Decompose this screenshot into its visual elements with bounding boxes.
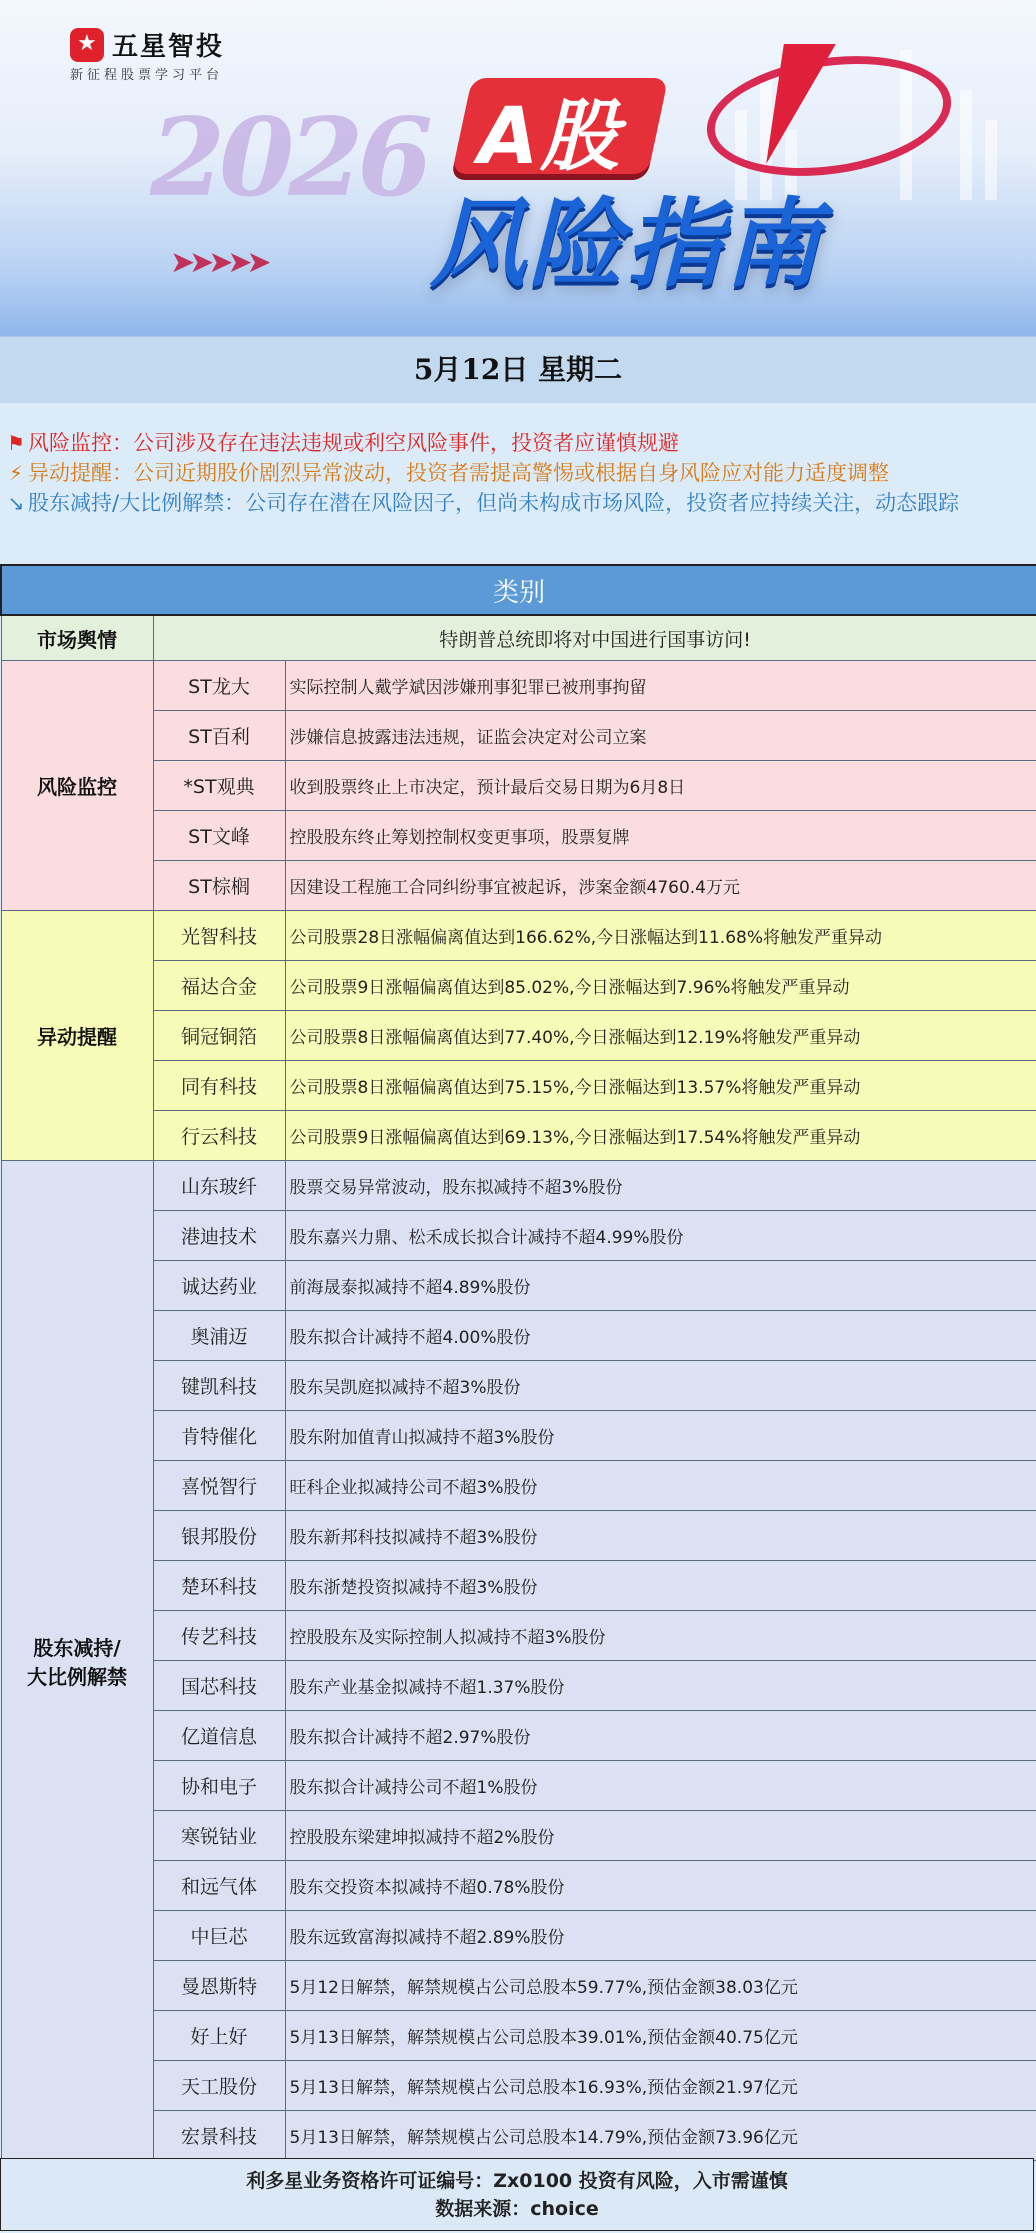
stock-name: 奥浦迈 [153, 1311, 285, 1361]
banner-title: 风险指南 [430, 188, 822, 300]
table-row [1, 1611, 1036, 1661]
hold-category-label: 股东减持/ 大比例解禁 [1, 1161, 153, 2161]
stock-name: 山东玻纤 [153, 1161, 285, 1211]
stock-description: 因建设工程施工合同纠纷事宜被起诉，涉案金额4760.4万元 [285, 861, 1036, 911]
header-banner [0, 0, 1036, 336]
market-sentiment-label: 市场舆情 [1, 615, 153, 661]
table-row [1, 1561, 1036, 1611]
stock-description: 前海晟泰拟减持不超4.89%股份 [285, 1261, 1036, 1311]
stock-description: 公司股票8日涨幅偏离值达到77.40%,今日涨幅达到12.19%将触发严重异动 [285, 1011, 1036, 1061]
table-header: 类别 [1, 565, 1036, 615]
data-source: 数据来源：choice [435, 2198, 599, 2220]
stock-name: 天工股份 [153, 2061, 285, 2111]
stock-description: 股票交易异常波动，股东拟减持不超3%股份 [285, 1161, 1036, 1211]
table-row [1, 2061, 1036, 2111]
legend-item [4, 488, 1032, 518]
stock-name: 光智科技 [153, 911, 285, 961]
stock-description: 公司股票9日涨幅偏离值达到85.02%,今日涨幅达到7.96%将触发严重异动 [285, 961, 1036, 1011]
stock-name: 喜悦智行 [153, 1461, 285, 1511]
table-row [1, 1061, 1036, 1111]
stock-description: 控股股东及实际控制人拟减持不超3%股份 [285, 1611, 1036, 1661]
table-row [1, 1161, 1036, 1211]
table-row [1, 1861, 1036, 1911]
table-row [1, 1511, 1036, 1561]
stock-name: 楚环科技 [153, 1561, 285, 1611]
table-row [1, 1811, 1036, 1861]
stock-description: 5月13日解禁，解禁规模占公司总股本16.93%,预估金额21.97亿元 [285, 2061, 1036, 2111]
stock-name: 键凯科技 [153, 1361, 285, 1411]
stock-name: ST文峰 [153, 811, 285, 861]
stock-description: 股东拟合计减持不超2.97%股份 [285, 1711, 1036, 1761]
table-row [1, 1261, 1036, 1311]
legend-text: 股东减持/大比例解禁：公司存在潜在风险因子，但尚未构成市场风险，投资者应持续关注，动态跟踪 [28, 491, 960, 515]
table-row [1, 761, 1036, 811]
stock-name: 同有科技 [153, 1061, 285, 1111]
stock-name: 好上好 [153, 2011, 285, 2061]
stock-name: 诚达药业 [153, 1261, 285, 1311]
arrows-decoration: ➤➤➤➤➤ [170, 245, 266, 280]
stock-name: 宏景科技 [153, 2111, 285, 2161]
legend-item [4, 428, 1032, 458]
table-row [1, 1461, 1036, 1511]
stock-name: 港迪技术 [153, 1211, 285, 1261]
year-lettering: 2026 [150, 95, 427, 221]
risk-category-label: 风险监控 [1, 661, 153, 911]
stock-description: 控股股东终止筹划控制权变更事项，股票复牌 [285, 811, 1036, 861]
brand-logo [70, 26, 224, 63]
legend-item [4, 458, 1032, 488]
stock-description: 5月13日解禁，解禁规模占公司总股本39.01%,预估金额40.75亿元 [285, 2011, 1036, 2061]
stock-name: 行云科技 [153, 1111, 285, 1161]
table-row [1, 1961, 1036, 2011]
brand-name: 五星智投 [112, 32, 225, 62]
table-row [1, 2111, 1036, 2161]
stock-description: 公司股票8日涨幅偏离值达到75.15%,今日涨幅达到13.57%将触发严重异动 [285, 1061, 1036, 1111]
table-row [1, 1311, 1036, 1361]
table-row [1, 1661, 1036, 1711]
table-row [1, 861, 1036, 911]
stock-description: 实际控制人戴学斌因涉嫌刑事犯罪已被刑事拘留 [285, 661, 1036, 711]
table-row [1, 1361, 1036, 1411]
license-notice: 利多星业务资格许可证编号：Zx0100 投资有风险，入市需谨慎 [246, 2170, 788, 2192]
stock-name: 银邦股份 [153, 1511, 285, 1561]
stock-name: 铜冠铜箔 [153, 1011, 285, 1061]
table-row [1, 1011, 1036, 1061]
date-bar: 5月12日 星期二 [0, 336, 1036, 403]
stock-description: 股东新邦科技拟减持不超3%股份 [285, 1511, 1036, 1561]
risk-table [0, 564, 1036, 2161]
stock-description: 股东远致富海拟减持不超2.89%股份 [285, 1911, 1036, 1961]
stock-name: 曼恩斯特 [153, 1961, 285, 2011]
stock-name: 肯特催化 [153, 1411, 285, 1461]
stock-description: 股东交投资本拟减持不超0.78%股份 [285, 1861, 1036, 1911]
star-logo-icon [70, 28, 104, 62]
stock-name: ST百利 [153, 711, 285, 761]
a-share-label: A股 [478, 92, 621, 182]
stock-name: 传艺科技 [153, 1611, 285, 1661]
table-row [1, 2011, 1036, 2061]
stock-description: 公司股票9日涨幅偏离值达到69.13%,今日涨幅达到17.54%将触发严重异动 [285, 1111, 1036, 1161]
stock-description: 旺科企业拟减持公司不超3%股份 [285, 1461, 1036, 1511]
brand-tagline: 新征程股票学习平台 [70, 68, 224, 83]
stock-name: ST龙大 [153, 661, 285, 711]
table-row [1, 1761, 1036, 1811]
stock-description: 股东嘉兴力鼎、松禾成长拟合计减持不超4.99%股份 [285, 1211, 1036, 1261]
stock-description: 股东产业基金拟减持不超1.37%股份 [285, 1661, 1036, 1711]
market-sentiment-row [1, 615, 1036, 661]
stock-name: 福达合金 [153, 961, 285, 1011]
stock-description: 股东拟合计减持公司不超1%股份 [285, 1761, 1036, 1811]
table-row [1, 961, 1036, 1011]
table-row [1, 1211, 1036, 1261]
stock-description: 公司股票28日涨幅偏离值达到166.62%,今日涨幅达到11.68%将触发严重异动 [285, 911, 1036, 961]
stock-name: 亿道信息 [153, 1711, 285, 1761]
stock-description: 5月13日解禁，解禁规模占公司总股本14.79%,预估金额73.96亿元 [285, 2111, 1036, 2161]
trend-down-icon: ↘ [7, 491, 25, 515]
stock-description: 收到股票终止上市决定，预计最后交易日期为6月8日 [285, 761, 1036, 811]
stock-name: 寒锐钴业 [153, 1811, 285, 1861]
stock-name: ST棕榈 [153, 861, 285, 911]
table-header-row [1, 565, 1036, 615]
market-sentiment-text: 特朗普总统即将对中国进行国事访问! [153, 615, 1036, 661]
stock-description: 股东浙楚投资拟减持不超3%股份 [285, 1561, 1036, 1611]
flag-icon: ⚑ [7, 431, 25, 455]
footer [0, 2158, 1034, 2231]
stock-name: 协和电子 [153, 1761, 285, 1811]
alert-category-label: 异动提醒 [1, 911, 153, 1161]
stock-name: 国芯科技 [153, 1661, 285, 1711]
stock-description: 涉嫌信息披露违法违规，证监会决定对公司立案 [285, 711, 1036, 761]
legend [4, 428, 1032, 518]
lightning-icon: ⚡ [8, 461, 24, 485]
table-row [1, 1711, 1036, 1761]
table-row [1, 711, 1036, 761]
table-row [1, 1411, 1036, 1461]
table-row [1, 911, 1036, 961]
legend-text: 风险监控：公司涉及存在违法违规或利空风险事件，投资者应谨慎规避 [28, 431, 679, 455]
stock-name: 中巨芯 [153, 1911, 285, 1961]
legend-text: 异动提醒：公司近期股价剧烈异常波动，投资者需提高警惕或根据自身风险应对能力适度调整 [28, 461, 889, 485]
table-row [1, 661, 1036, 711]
stock-description: 5月12日解禁，解禁规模占公司总股本59.77%,预估金额38.03亿元 [285, 1961, 1036, 2011]
stock-description: 股东吴凯庭拟减持不超3%股份 [285, 1361, 1036, 1411]
stock-description: 控股股东梁建坤拟减持不超2%股份 [285, 1811, 1036, 1861]
stock-description: 股东拟合计减持不超4.00%股份 [285, 1311, 1036, 1361]
table-row [1, 1111, 1036, 1161]
stock-name: 和远气体 [153, 1861, 285, 1911]
stock-name: *ST观典 [153, 761, 285, 811]
table-row [1, 1911, 1036, 1961]
table-row [1, 811, 1036, 861]
stock-description: 股东附加值青山拟减持不超3%股份 [285, 1411, 1036, 1461]
